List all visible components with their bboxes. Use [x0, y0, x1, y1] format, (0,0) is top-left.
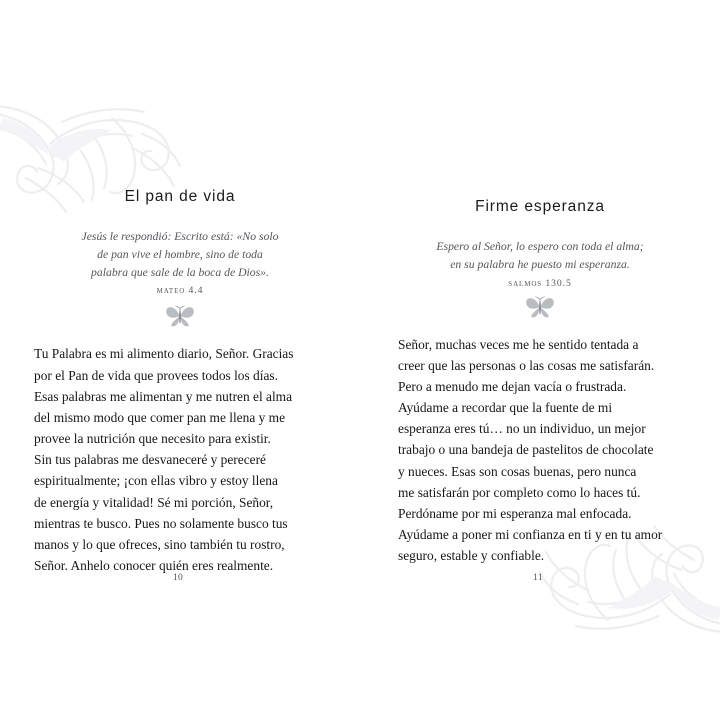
prayer-line: Pero a menudo me dejan vacía o frustrada. [398, 378, 627, 394]
scripture-epigraph [420, 238, 660, 274]
prayer-line: mientras te busco. Pues no solamente busco tus [34, 515, 288, 531]
prayer-line: y nueces. Esas son cosas buenas, pero nunca [398, 463, 637, 479]
prayer-line: provee la nutrición que necesito para existir. [34, 431, 271, 447]
prayer-line: esperanza eres tú… no un individuo, un mejor [398, 421, 646, 437]
page-number: 10 [172, 573, 184, 583]
butterfly-ornament-icon [525, 296, 555, 318]
epigraph-line: de pan vive el hombre, sino de toda [97, 247, 263, 261]
prayer-line: seguro, estable y confiable. [398, 548, 545, 564]
prayer-line: Ayúdame a poner mi confianza en ti y en tu amor [398, 527, 663, 543]
epigraph-line: palabra que sale de la boca de Dios». [91, 265, 269, 279]
scripture-reference: salmos 130.5 [508, 277, 572, 289]
prayer-line: espiritualmente; ¡con ellas vibro y estoy llena [34, 473, 278, 489]
prayer-line: de energía y vitalidad! Sé mi porción, Señor, [34, 494, 274, 510]
epigraph-line: Espero al Señor, lo espero con toda el alma; [436, 240, 644, 253]
epigraph-line: Jesús le respondió: Escrito está: «No solo [81, 230, 279, 243]
prayer-line: Esas palabras me alimentan y me nutren el alma [34, 388, 293, 404]
prayer-line: trabajo o una bandeja de pastelitos de chocolate [398, 442, 654, 458]
prayer-line: Sin tus palabras me desvaneceré y pereceré [34, 452, 266, 468]
prayer-line: Señor. Anhelo conocer quién eres realmente. [34, 558, 274, 574]
prayer-line: manos y lo que ofreces, sino también tu rostro, [34, 536, 285, 552]
prayer-text [398, 334, 666, 567]
right-page [360, 0, 720, 720]
butterfly-ornament-icon [165, 305, 195, 327]
prayer-line: por el Pan de vida que provees todos los días. [34, 367, 278, 383]
prayer-line: Perdóname por mi esperanza mal enfocada. [398, 505, 632, 521]
scripture-epigraph [65, 228, 295, 281]
prayer-line: Ayúdame a recordar que la fuente de mi [398, 400, 613, 416]
devotion-title: El pan de vida [124, 188, 236, 205]
epigraph-line: en su palabra he puesto mi esperanza. [450, 257, 630, 271]
prayer-line: del mismo modo que comer pan me llena y me [34, 409, 286, 425]
page-number: 11 [533, 573, 543, 583]
devotion-title: Firme esperanza [475, 198, 605, 215]
prayer-line: Señor, muchas veces me he sentido tentada a [398, 336, 639, 352]
prayer-line: Tu Palabra es mi alimento diario, Señor. Gracias [34, 346, 294, 362]
prayer-text [34, 343, 302, 576]
prayer-line: creer que las personas o las cosas me satisfarán. [398, 357, 655, 373]
prayer-line: me satisfarán por completo como lo haces tú. [398, 484, 641, 500]
scripture-reference: mateo 4.4 [156, 285, 204, 297]
